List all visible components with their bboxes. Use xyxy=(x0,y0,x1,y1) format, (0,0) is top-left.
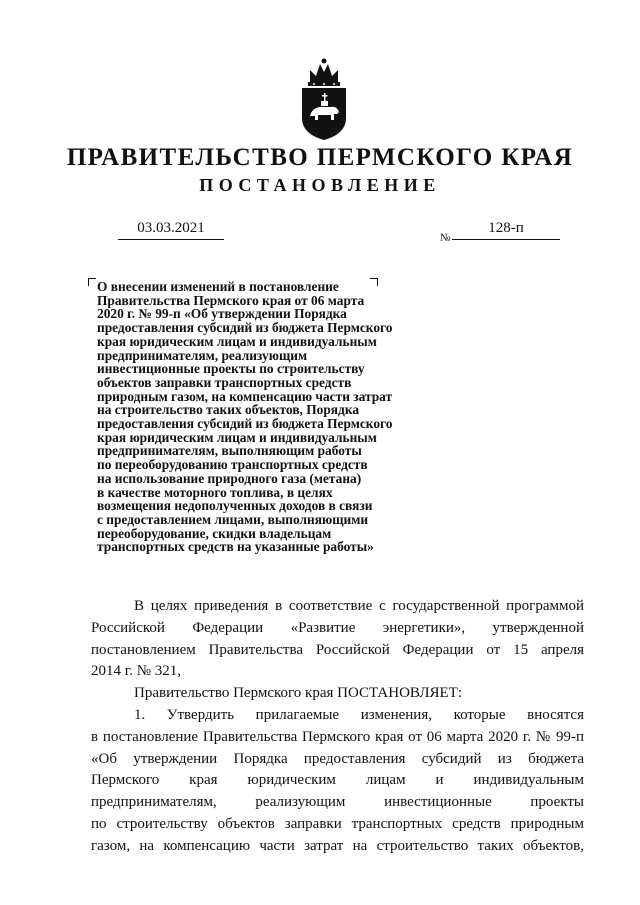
body-line: Пермского края юридическим лицам и индивидуальным xyxy=(91,772,584,789)
body-line: В целях приведения в соответствие с государственной программой xyxy=(134,598,584,614)
subject-line: природным газом, на компенсацию части затрат xyxy=(97,388,393,404)
document-body xyxy=(91,596,584,858)
subject-line: предпринимателям, реализующим xyxy=(97,347,308,363)
body-line: постановлением Правительства Российской Федерации от 15 апреля xyxy=(91,641,584,658)
subject-line: предоставления субсидий из бюджета Пермского xyxy=(97,416,393,432)
subject-line: предоставления субсидий из бюджета Пермского xyxy=(97,320,393,336)
subject-line: возмещения недополученных доходов в связи xyxy=(97,498,373,514)
subject-line: инвестиционные проекты по строительству xyxy=(97,361,365,377)
document-date: 03.03.2021 xyxy=(118,220,224,240)
subject-line: переоборудование, скидки владельцам xyxy=(97,525,332,541)
number-label: № xyxy=(440,232,451,244)
document-subject xyxy=(97,280,457,554)
body-line: по строительству объектов заправки транспортных средств природным xyxy=(91,815,584,832)
subject-line: на использование природного газа (метана) xyxy=(97,470,362,486)
subject-line: края юридическим лицам и индивидуальным xyxy=(97,429,377,445)
subject-line: с предоставлением лицами, выполняющими xyxy=(97,511,369,527)
body-line: 1. Утвердить прилагаемые изменения, которые вносятся xyxy=(134,706,584,723)
document-type: ПОСТАНОВЛЕНИЕ xyxy=(199,175,441,195)
body-line: Российской Федерации «Развитие энергетики», утвержденной xyxy=(91,619,584,636)
body-line: «Об утверждении Порядка предоставления субсидий из бюджета xyxy=(91,750,584,767)
government-title: ПРАВИТЕЛЬСТВО ПЕРМСКОГО КРАЯ xyxy=(66,144,574,171)
subject-line: предпринимателям, выполняющим работы xyxy=(97,443,362,459)
subject-line: края юридическим лицам и индивидуальным xyxy=(97,333,377,349)
subject-corner-mark-left xyxy=(88,278,96,286)
body-line: предпринимателям, реализующим инвестиционные проекты xyxy=(91,794,584,811)
subject-line: Правительства Пермского края от 06 марта xyxy=(97,292,365,308)
body-line: газом, на компенсацию части затрат на строительство таких объектов, xyxy=(91,837,584,854)
subject-line: в качестве моторного топлива, в целях xyxy=(97,484,333,500)
subject-line: на строительство таких объектов, Порядка xyxy=(97,402,360,418)
body-line: 2014 г. № 321, xyxy=(91,663,182,680)
subject-line: транспортных средств на указанные работы» xyxy=(97,539,374,555)
body-line: Правительство Пермского края ПОСТАНОВЛЯЕТ: xyxy=(134,685,463,702)
perm-krai-coat-of-arms-icon xyxy=(296,56,352,142)
subject-line: объектов заправки транспортных средств xyxy=(97,374,352,390)
subject-line: 2020 г. № 99-п «Об утверждении Порядка xyxy=(97,306,347,322)
body-line: в постановление Правительства Пермского края от 06 марта 2020 г. № 99-п xyxy=(91,728,584,745)
subject-line: по переоборудованию транспортных средств xyxy=(97,457,368,473)
document-number: 128-п xyxy=(452,220,560,240)
subject-line: О внесении изменений в постановление xyxy=(97,279,339,294)
